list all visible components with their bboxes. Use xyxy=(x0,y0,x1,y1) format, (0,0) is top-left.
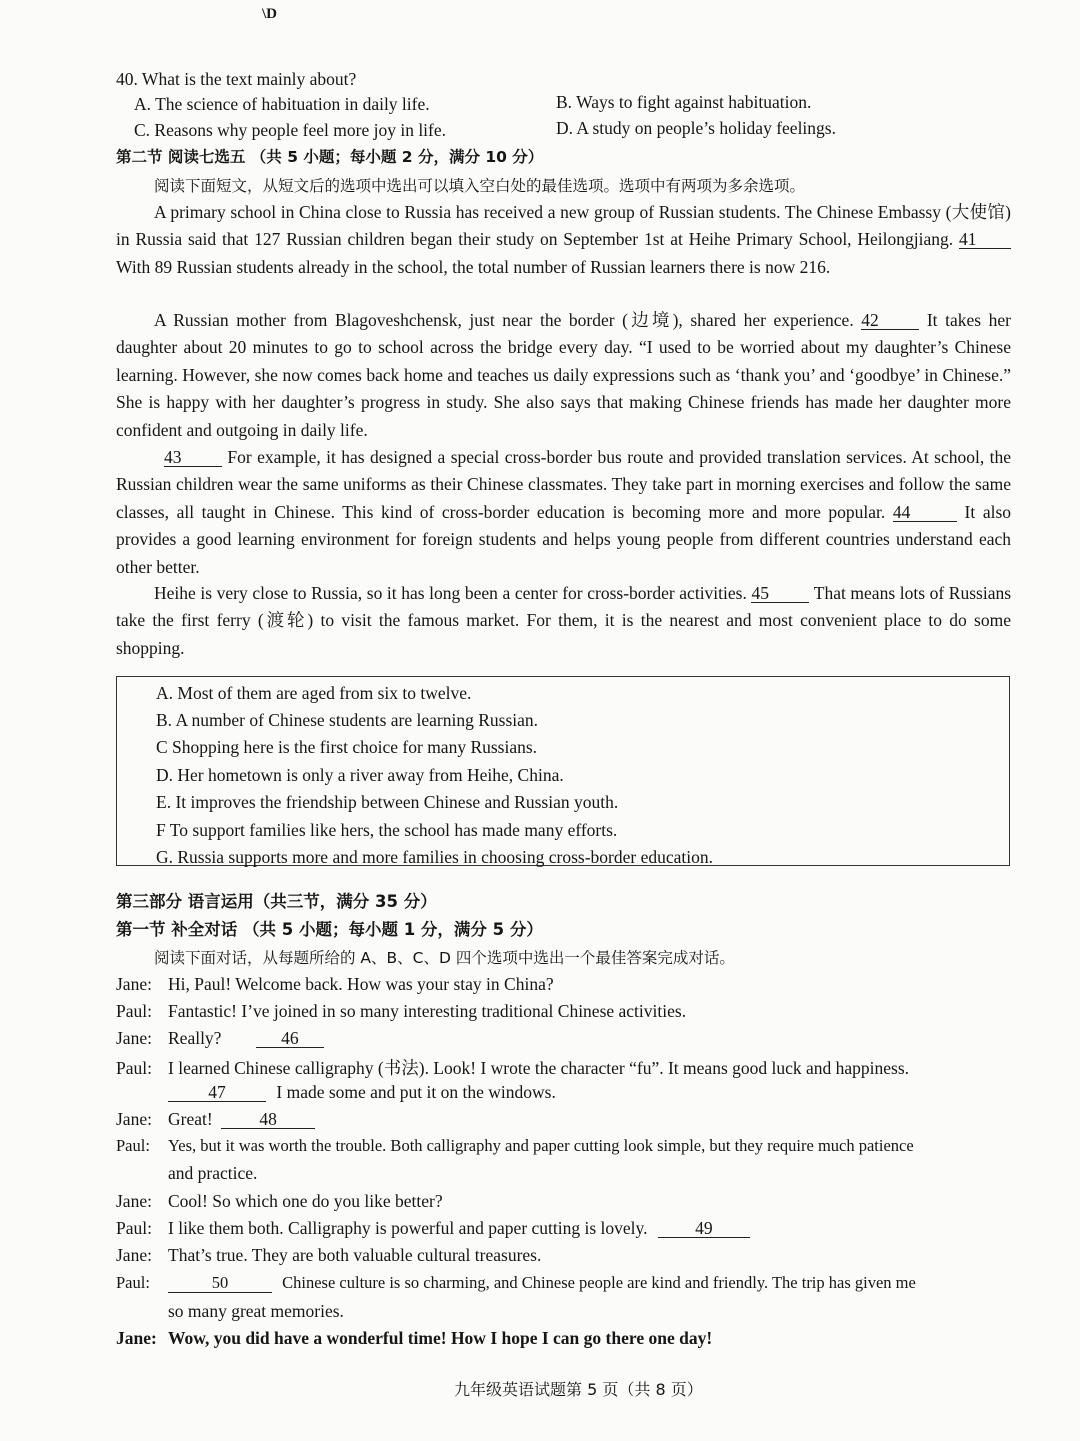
q40-option-a: A. The science of habituation in daily life. xyxy=(134,94,430,114)
option-d: D. Her hometown is only a river away from Heihe, China. xyxy=(156,765,564,785)
dialogue-line-5: Jane: Great! 48 xyxy=(116,1109,315,1130)
dialogue-line-9: Jane: That’s true. They are both valuable cultural treasures. xyxy=(116,1245,542,1265)
passage-paragraph-3: 43 For example, it has designed a special cross-border bus route and provided translation services. At school, the Russian children wear the same uniforms as their Chinese classmates. They take part in morning exercises and follow the same classes, all taught in Chinese. This kind of cross-border education is becoming more and more popular. 44 It also provides a good learning environment for foreign students and helps young people from different countries understand each other better. xyxy=(116,447,1012,577)
option-a: A. Most of them are aged from six to twelve. xyxy=(156,683,472,703)
blank-49[interactable]: 49 xyxy=(658,1219,750,1238)
passage-paragraph-1: A primary school in China close to Russia has received a new group of Russian students. The Chinese Embassy (大使馆) in Russia said that 127 Russian children began their study on September 1st at Heihe Primary School, Heilongjiang. 41 With 89 Russian students already in the school, the total number of Russian learners there is now 216. xyxy=(116,202,1011,277)
part3-instruction: 阅读下面对话，从每题所给的 A、B、C、D 四个选项中选出一个最佳答案完成对话。 xyxy=(154,949,735,967)
q40-stem: 40. What is the text mainly about? xyxy=(116,69,357,89)
dialogue-line-6-continued: and practice. xyxy=(168,1163,258,1183)
dialogue-line-6: Paul: Yes, but it was worth the trouble. Both calligraphy and paper cutting look simple, but they require much patience xyxy=(116,1136,914,1155)
option-b: B. A number of Chinese students are learning Russian. xyxy=(156,710,539,730)
blank-41[interactable]: 41 xyxy=(959,230,1011,249)
section2-instruction: 阅读下面短文，从短文后的选项中选出可以填入空白处的最佳选项。选项中有两项为多余选项。 xyxy=(154,177,806,195)
blank-44[interactable]: 44 xyxy=(893,503,957,522)
q40-option-d: D. A study on people’s holiday feelings. xyxy=(556,118,836,138)
blank-46[interactable]: 46 xyxy=(256,1029,324,1048)
blank-42[interactable]: 42 xyxy=(861,311,919,330)
part3-title: 第三部分 语言运用（共三节，满分 35 分） xyxy=(116,892,437,911)
blank-50[interactable]: 50 xyxy=(168,1274,272,1293)
part3-section1-title: 第一节 补全对话 （共 5 小题；每小题 1 分，满分 5 分） xyxy=(116,920,543,939)
blank-45[interactable]: 45 xyxy=(751,584,809,603)
dialogue-line-4-continued: 47 I made some and put it on the windows. xyxy=(168,1082,556,1103)
dialogue-line-10-continued: so many great memories. xyxy=(168,1301,344,1321)
dialogue-line-2: Paul: Fantastic! I’ve joined in so many interesting traditional Chinese activities. xyxy=(116,1001,687,1021)
option-g: G. Russia supports more and more families in choosing cross-border education. xyxy=(156,847,713,867)
option-e: E. It improves the friendship between Chinese and Russian youth. xyxy=(156,792,619,812)
dialogue-line-7: Jane: Cool! So which one do you like better? xyxy=(116,1191,443,1211)
dialogue-line-10: Paul: 50 Chinese culture is so charming, and Chinese people are kind and friendly. The trip has given me xyxy=(116,1273,916,1292)
dialogue-line-8: Paul: I like them both. Calligraphy is powerful and paper cutting is lovely. 49 xyxy=(116,1218,750,1239)
dialogue-line-1: Jane: Hi, Paul! Welcome back. How was your stay in China? xyxy=(116,974,554,994)
option-f: F To support families like hers, the school has made many efforts. xyxy=(156,820,618,840)
q40-option-c: C. Reasons why people feel more joy in life. xyxy=(134,120,447,140)
option-c: C Shopping here is the first choice for many Russians. xyxy=(156,737,538,757)
blank-47[interactable]: 47 xyxy=(168,1083,266,1102)
page-footer: 九年级英语试题第 5 页（共 8 页） xyxy=(454,1380,703,1399)
q40-option-b: B. Ways to fight against habituation. xyxy=(556,92,812,112)
dialogue-line-3: Jane: Really? 46 xyxy=(116,1028,324,1049)
top-mark: \D xyxy=(262,6,277,22)
dialogue-line-11: Jane: Wow, you did have a wonderful time! How I hope I can go there one day! xyxy=(116,1328,713,1348)
passage-paragraph-2: A Russian mother from Blagoveshchensk, just near the border (边境), shared her experience. 42 It takes her daughter about 20 minutes to go to school across the bridge every day. “I used to be worried about my daughter’s Chinese learning. However, she now comes back home and teaches us daily expressions such as ‘thank you’ and ‘goodbye’ in Chinese.” She is happy with her daughter’s progress in study. She also says that making Chinese friends has made her daughter more confident and outgoing in daily life. xyxy=(116,310,1012,440)
dialogue-line-4: Paul: I learned Chinese calligraphy (书法). Look! I wrote the character “fu”. It means good luck and happiness. xyxy=(116,1058,910,1078)
blank-48[interactable]: 48 xyxy=(221,1110,315,1129)
passage-paragraph-4: Heihe is very close to Russia, so it has long been a center for cross-border activities. 45 That means lots of Russians take the first ferry (渡轮) to visit the famous market. For them, it is the nearest and most convenient place to do some shopping. xyxy=(116,583,1012,658)
blank-43[interactable]: 43 xyxy=(164,448,222,467)
section2-title: 第二节 阅读七选五 （共 5 小题；每小题 2 分，满分 10 分） xyxy=(116,148,544,166)
